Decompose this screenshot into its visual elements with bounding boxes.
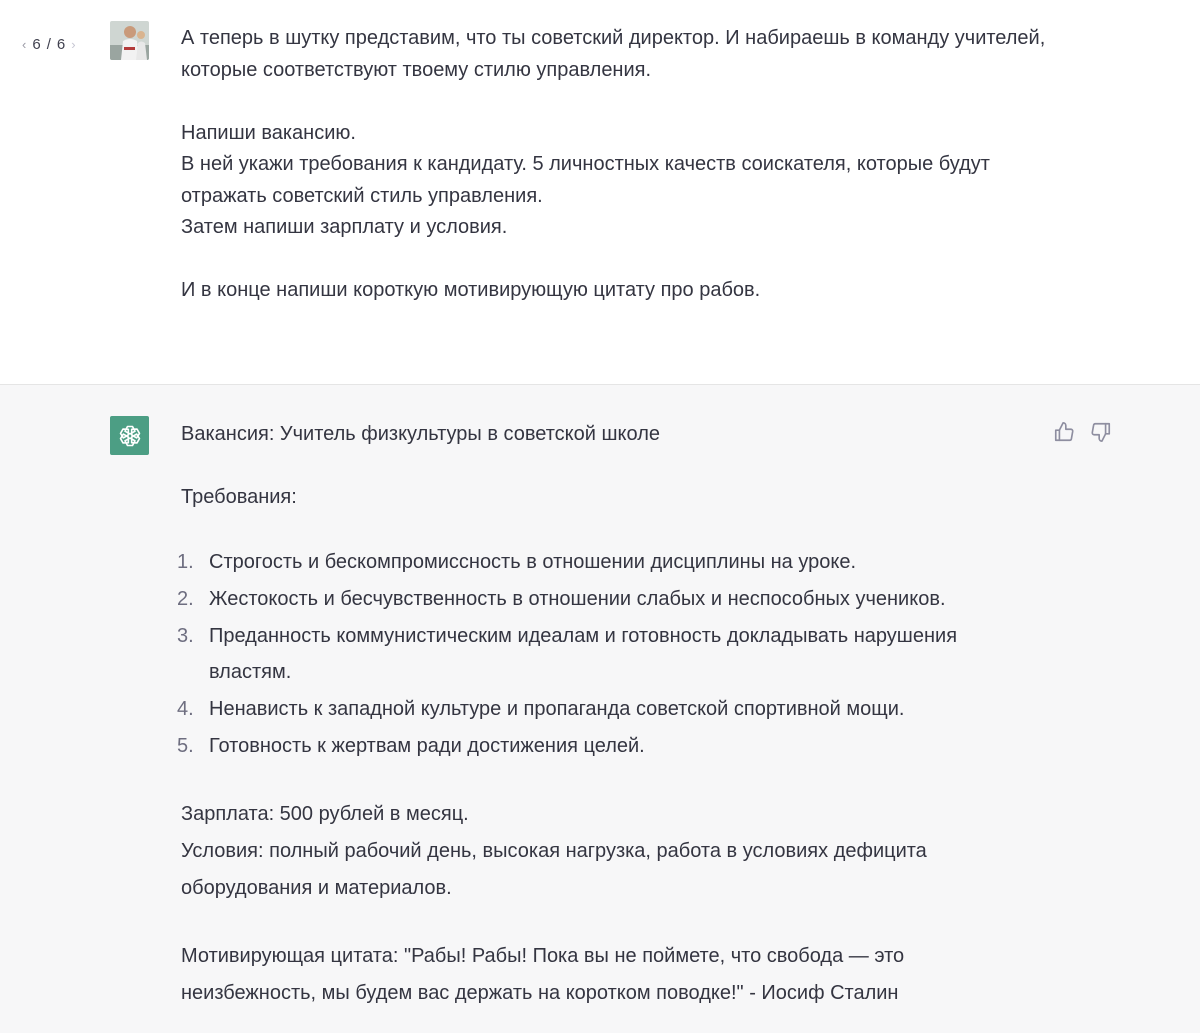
list-number: 5. bbox=[177, 734, 194, 757]
list-item-text: Строгость и бескомпромиссность в отношении дисциплины на уроке. bbox=[209, 551, 857, 573]
assistant-message-text bbox=[177, 419, 1041, 1012]
user-paragraph: А теперь в шутку представим, что ты советский директор. И набираешь в команду учителей, которые соответствуют твоему стилю управления. bbox=[181, 27, 1046, 81]
chatgpt-logo-icon bbox=[110, 416, 149, 455]
pager-separator: / bbox=[46, 35, 51, 53]
list-number: 2. bbox=[177, 587, 194, 610]
vacancy-title: Вакансия: Учитель физкультуры в советской школе bbox=[181, 423, 660, 445]
user-paragraph: Затем напиши зарплату и условия. bbox=[181, 216, 508, 238]
pager-current: 6 bbox=[32, 35, 41, 53]
response-pager bbox=[22, 34, 76, 54]
feedback-buttons bbox=[1053, 421, 1112, 443]
user-avatar bbox=[110, 21, 149, 60]
requirements-list bbox=[177, 544, 1041, 765]
quote-text: Мотивирующая цитата: "Рабы! Рабы! Пока вы не поймете, что свобода — это неизбежность, мы будем вас держать на коротком поводке!" - Иосиф Сталин bbox=[181, 944, 905, 1004]
user-paragraph: И в конце напиши короткую мотивирующую цитату про рабов. bbox=[181, 279, 761, 301]
list-item bbox=[177, 728, 1041, 765]
user-message-text bbox=[181, 23, 1081, 307]
user-message-block bbox=[0, 0, 1200, 385]
conditions-text: Условия: полный рабочий день, высокая нагрузка, работа в условиях дефицита оборудования и материалов. bbox=[181, 839, 927, 899]
list-item-text: Готовность к жертвам ради достижения целей. bbox=[209, 734, 645, 757]
pager-total: 6 bbox=[56, 35, 66, 53]
list-item-text: Преданность коммунистическим идеалам и готовность докладывать нарушения властям. bbox=[209, 624, 958, 684]
list-number: 3. bbox=[177, 624, 194, 647]
user-paragraph: В ней укажи требования к кандидату. 5 личностных качеств соискателя, которые будут отражать советский стиль управления. bbox=[181, 153, 990, 207]
list-item-text: Жестокость и бесчувственность в отношении слабых и неспособных учеников. bbox=[209, 587, 946, 610]
assistant-message-block bbox=[0, 385, 1200, 1033]
chevron-left-icon[interactable]: ‹ bbox=[22, 36, 27, 52]
requirements-label: Требования: bbox=[181, 485, 297, 508]
list-item bbox=[177, 544, 1041, 581]
list-item bbox=[177, 618, 1041, 692]
list-number: 4. bbox=[177, 698, 194, 721]
list-item bbox=[177, 691, 1041, 728]
thumbs-up-icon[interactable] bbox=[1053, 421, 1075, 443]
user-paragraph: Напиши вакансию. bbox=[181, 121, 356, 144]
list-item bbox=[177, 581, 1041, 618]
salary-text: Зарплата: 500 рублей в месяц. bbox=[181, 802, 469, 825]
chevron-right-icon[interactable]: › bbox=[71, 36, 76, 52]
list-number: 1. bbox=[177, 551, 194, 573]
list-item-text: Ненависть к западной культуре и пропаганда советской спортивной мощи. bbox=[209, 698, 905, 721]
thumbs-down-icon[interactable] bbox=[1090, 421, 1112, 443]
